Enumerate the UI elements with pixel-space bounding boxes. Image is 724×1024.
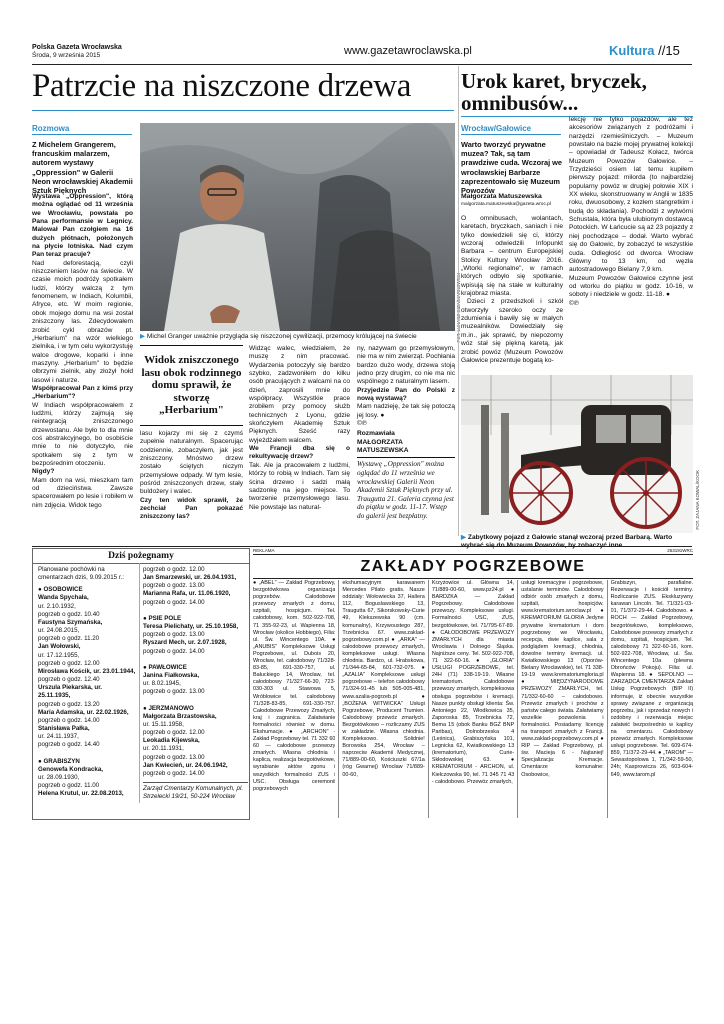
article2-column-2 xyxy=(569,116,693,308)
ad-column: usługi kremacyjne i pogrzebowe, ustalanie terminów. Całodobowy odbiór osób zmarłych z domu, szpitali, hospicjów. www.krematorium.wroclaw.pl ● KREMATORIUM GLORIA Jedyne prywatne krematorium i dom pogrzebowy we Wrocławiu, recepcja, dwie kaplice, sala z podglądem kremacji, chłodnia, dowolne terminy kremacji. ul. Kwiatkowskiego 13 (Oporów-Bielany Wrocławskie), tel. 71 338-19-19 www.krematoriumgloria.pl ● MIĘDZYNARODOWE PRZEWOZY ZMARŁYCH, tel. 71/332-60-60 – całodobowo. Przewóz zmarłych i prochów z państw całego świata. Załatwiamy wszelkie pozwolenia i formalności. Posiadamy licencję na transport zmarłych z Francji. www.zaklad-pogrzebowy.com.pl ● RIP — Zakład Pogrzebowy, pl. św. Macieja 6 - Najtaniej! Specjalizacja: Kremacje. Cmentarze komunalne: Osobowice, xyxy=(521,580,604,778)
author-name: MAŁGORZATA MATUSZEWSKA xyxy=(357,438,409,455)
obituary-line: pogrzeb o godz. 11.20 xyxy=(38,635,100,643)
article2-headline: Urok karet, bryczek, omnibusów... xyxy=(461,69,647,115)
obituaries-title-rule xyxy=(33,563,249,564)
obituary-line xyxy=(143,697,248,705)
obituary-line: pogrzeb o godz. 12.00 xyxy=(143,729,205,737)
obituary-line: pogrzeb o godz. 12.00 xyxy=(38,659,100,667)
column-4-answer: Mam nadzieję, że tak się potoczą jej losy. ● xyxy=(357,403,455,419)
article2-lead: Warto tworzyć prywatne muzea? Tak, są tam prawdziwe cuda. Wczoraj we wrocławskiej Barbarze zaprezentowało się Muzeum Powozów xyxy=(461,140,563,196)
obituary-line: Mirosława Kościk, ur. 23.01.1944, xyxy=(38,667,136,675)
article2-signature: ©℗ xyxy=(569,299,579,307)
interview-answer: Nad deforestacją, czyli niszczeniem lasów na świecie. W czasie moich podróży spotkałem ludzi, którzy walczą z tym fenomenem, w Indiach, Kolumbii, Afryce, etc. W moim regionie, obok mojego domu na wsi został zniszczony las. Zdecydowałem zrobić cykl obrazów pt. „Herbarium" na wzór wielkiego zielnika, i w tym celu wykorzystuję walce drogowe, koparki i inne maszyny. „Herbarium" to będzie olbrzymi zielnik, aby złożył hołd lasowi i naturze. xyxy=(32,259,133,384)
author-label: Rozmawiała xyxy=(357,430,395,438)
obituary-line: Jan Smarzewski, ur. 26.04.1931, xyxy=(143,574,237,582)
obituary-line: Urszula Piekarska, ur. 25.11.1935, xyxy=(38,684,102,700)
interview-answer: W Indiach współpracowałem z ludźmi, którzy zajmują się reintegracją zniszczonego drzewostanu. Ale było to dla mnie coś abstrakcyjnego, bo osobiście mnie to nie dotyczyło, nie spotkałem się z tym w bezpośrednim otoczeniu. xyxy=(32,401,133,467)
masthead-paper-name: Polska Gazeta Wrocławska xyxy=(32,44,122,51)
obituary-line: Ryszard Mech, ur. 2.07.1928, xyxy=(143,639,227,647)
header-rule xyxy=(32,64,692,65)
obituary-line: ur. 8.02.1945, xyxy=(143,680,181,688)
interview-answer: Mam dom na wsi, mieszkam tam od dzieciństwa. Zawsze spacerowałem po lesie i robiłem w nim zdjęcia. Widok tego xyxy=(32,476,133,509)
obituary-line: pogrzeb o godz. 14.00 xyxy=(143,647,205,655)
obituary-line xyxy=(143,607,248,615)
column-4-text: ny, nazywam go przemysłowym, nie ma w nim zwierząt. Pochłania bardzo dużo wody, drzewa stoją jedno przy drugim, co nie ma nic wspólnego z naturalnym lasem. xyxy=(357,345,455,386)
obituary-line: Wanda Spychała, xyxy=(38,594,89,602)
obituaries-box xyxy=(32,548,250,820)
page-number: //15 xyxy=(658,43,680,58)
ad-column-divider xyxy=(517,580,518,818)
ad-label-row xyxy=(253,548,693,553)
column-3-text: Widząc walec, wiedziałem, że muszę z nim pracować. Wydarzenia potoczyły się bardzo szybko, zadzwoniłem do kilku osób pracujących z walcami na co dzień, zaprosili mnie do współpracy. Wszystkie prace zrobiłem przy pomocy służb technicznych z Lyonu, gdzie skończyłem Akademię Sztuk Pięknych. Sześć razy wyjeżdżałem walcem. xyxy=(249,345,350,444)
section-label xyxy=(609,43,680,58)
ad-label: REKLAMA xyxy=(253,548,275,553)
obituary-line: Jan Wołowski, xyxy=(38,643,81,651)
obituary-line: ur. 2.10.1932, xyxy=(38,602,76,610)
cemetery-heading: ● OSOBOWICE xyxy=(38,586,83,594)
obituary-line: Leokadia Kijewska, xyxy=(143,737,200,745)
article1-rubric: Rozmowa xyxy=(32,124,70,133)
article2-column-2-text-b: Muzeum Powozów Gałowice czynne jest od wtorku do piątku w godz. 10-16, w soboty i niedziele w godz. 11-18. ● xyxy=(569,274,693,299)
article2-photo xyxy=(461,375,693,533)
portrait-illustration xyxy=(140,123,455,331)
obituaries-footer: Zarząd Cmentarzy Komunalnych, pl. Strzelecki 19/21, 50-224 Wrocław xyxy=(143,782,248,801)
obituary-line: pogrzeb o godz. 12.00 xyxy=(143,566,205,573)
article2-column-1-text-b: Dzieci z przedszkoli i szkół otworzyły szeroko oczy ze zdumienia i bawiły się w małych muzealników. Dowiedziały się m.in., jak sprawić, by niepozorny wóz stał się piękną karetą, jak zrobić powóz (Muzeum Powozów Gałowice prezentuje bogatą ko- xyxy=(461,298,563,364)
obituary-line: Janina Fiałkowska, xyxy=(143,672,200,680)
article2-email[interactable]: malgorzata.matuszewska@gazeta.wroc.pl xyxy=(461,202,551,207)
ad-column-divider xyxy=(428,580,429,818)
column-2-text: lasu kojarzy mi się z czymś zupełnie naturalnym. Spacerując codziennie, zobaczyłem, jak jest zniszczony. Mnóstwo drzew zostało ściętych niczym przemysłowe odpady. W tym lesie, pośród zniszczonych drzew, stały buldożery i walec. xyxy=(140,430,243,496)
obituary-line: pogrzeb o godz. 14.00 xyxy=(143,769,205,777)
obituary-line: pogrzeb o godz. 14.00 xyxy=(38,716,100,724)
article2-column-2-text: lekcję nie tylko pojazdów, ale też akcesoriów związanych z podróżami i narzędzi rzemieślniczych. – Muzeum powstało na bazie mojej prywatnej kolekcji – opowiadał dr Tadeusz Kołacz, twórca Muzeum Powozów Gałowice. – Trzydzieści osiem lat temu kupiłem pierwszy pojazd: milorda (to najbardziej popularny powóz w drugiej połowie XIX i XX wieku, skonstruowany w Anglii w 1835 roku, dwuosobowy, z kozłem stangretkim i budą do składania). Pochodzi z wytwórni Schustala, która była ulubionym dostawcą Potockich. W Łańcucie są aż 23 pojazdy z niej pochodzące – dodał. Warto wybrać się do Gałowic, by zobaczyć te wszystkie cuda. Odległość od dworca Wrocław Główny to 13 km, od węzła autostradowego Bielany 7,9 km. xyxy=(569,116,693,274)
caption-arrow-icon: ▶ xyxy=(140,333,146,340)
obituaries-divider xyxy=(139,563,140,803)
advertisement xyxy=(253,548,693,820)
caption-arrow-icon-2: ▶ xyxy=(461,534,467,541)
site-url[interactable]: www.gazetawroclawska.pl xyxy=(344,45,472,57)
ad-columns xyxy=(253,580,693,818)
section-name: Kultura xyxy=(609,43,655,58)
carriage-illustration xyxy=(461,375,693,533)
obituary-line: Maria Adamska, ur. 22.02.1926, xyxy=(38,708,129,716)
obituary-line: ur. 24.08.2015, xyxy=(38,627,80,635)
obituary-line: Genowefa Kondracka, xyxy=(38,765,103,773)
obituary-line: ur. 24.11.1937, xyxy=(38,733,79,741)
article1-photo-caption xyxy=(140,333,460,341)
obituaries-intro: Planowane pochówki na cmentarzach dziś, 9.09.2015 r.: xyxy=(38,566,124,582)
obituary-line: pogrzeb o godz. 13.00 xyxy=(143,582,205,590)
exhibition-info: Wystawę „Oppression" można oglądać do 11 września we wrocławskiej Galerii Neon Akademii Sztuk Pięknych przy ul. Traugutta 21. Galeria czynna jest do piątku w godz. 11-17. Wstęp do galerii jest bezpłatny. xyxy=(357,457,455,520)
cemetery-heading: ● JERZMANOWO xyxy=(143,704,194,712)
article1-column-1 xyxy=(32,193,133,529)
obituary-line: ur. 28.09.1930, xyxy=(38,773,80,781)
obituary-line: pogrzeb o godz. 12.40 xyxy=(38,676,100,684)
ad-title-rule xyxy=(253,578,693,579)
caption-text: Michel Granger uważnie przygląda się niszczonej cywilizacji, przemocy królującej na świecie xyxy=(146,333,417,340)
obituaries-left-column xyxy=(38,566,136,798)
obituary-line: Jan Kwiecień, ur. 24.06.1942, xyxy=(143,761,228,769)
ad-column: Krzyżowice ul. Główna 14, 71/889-00-60, www.pz24.pl ● BARDZKA — Zakład Pogrzebowy. Całodobowe przewozy. Kompleksowe usługi. Formalności USC, ZUS, bezgotówkowe, tel. 71/795-67-89. ● CAŁODOBOWE PRZEWOZY ZMARŁYCH dla miasta Wrocławia i Dolnego Śląska. Najniższe ceny. Tel. 502-922-708, 71 322-60-16. ● „GLORIA" USŁUGI POGRZEBOWE, tel. 24H (71) 338-19-19. Własne krematorium. Całodobowe przewozy zmarłych, kompleksowa obsługa pogrzebów i kremacji. Nasze punkty obsługi klienta: Św. Antoniego 22, Włodkowica 35, Zaporoska 85, Trzebnicka 72, Bema 15 (obok Banku BGŻ BNP Paribas), Dolnobrzeska 4 (Leśnica), Grabiszyńska 101, Legnicka 62, Kwiatkowskiego 13 (krematorium), Curie-Skłodowskiej 63. ● KREMATORIUM - ARCHON, ul. Kiełczowska 90, tel. 71 345 71 43 - całodobowo. Przewóz zmarłych, xyxy=(431,580,515,785)
article2-caption-text: Zabytkowy pojazd z Gałowic stanął wczoraj przed Barbarą. Warto xyxy=(467,534,673,541)
obituary-line: ur. 20.11.1931, xyxy=(143,745,184,753)
article2-author: Małgorzata Matuszewska xyxy=(461,193,542,200)
article1-column-2 xyxy=(140,430,243,522)
article2-column-1-text: O omnibusach, wolantach, karetach, bryczkach, saniach i nie tylko dowiedzieli się ci, którzy wczoraj odwiedzili Infopunkt Barbara – centrum Europejskiej Stolicy Kultury Wrocław 2016. „Wtorki regionalne", w ramach których odbyło się spotkanie, wpisują się na stałe w kulturalny krajobraz miasta. xyxy=(461,215,563,298)
obituary-line: Stanisława Pałka, xyxy=(38,724,90,732)
obituary-line: Helena Krutul, ur. 22.08.2013, xyxy=(38,790,124,798)
ad-code: 253191WRC xyxy=(667,548,693,553)
issue-date: Środa, 9 września 2015 xyxy=(32,52,101,59)
obituaries-right-column xyxy=(143,566,248,801)
obituary-line: pogrzeb o godz. 13.20 xyxy=(38,700,100,708)
article1-photo xyxy=(140,123,455,331)
obituary-line: Faustyna Szymańska, xyxy=(38,618,103,626)
column-3-question: We Francji dba się o rekultywację drzew? xyxy=(249,445,350,461)
article1-rule xyxy=(32,110,454,111)
article2-photo-credit: FOT. ZAJANA KOWAL/KOOK xyxy=(695,470,700,530)
obituary-line: ur. 15.11.1958, xyxy=(143,720,184,728)
column-3-answer: Tak. Ale ja pracowałem z ludźmi, którzy to robią w Indiach. Tam się ścina drzewo i sadzi małą sadzonkę na jego miejsce. To tworzenie przemysłowego lasu. Nie powstaje las natural- xyxy=(249,461,350,511)
rubric-underline xyxy=(32,134,132,135)
ad-column-divider xyxy=(338,580,339,818)
bottom-rule xyxy=(32,546,692,547)
ad-column: Grabiszyn, parafialne. Rezerwacje i kościół terminy. Rozliczanie ZUS. Ekskluzywny karawan Lincoln. Tel. 71/321-03-01, 71/372-29-44. Całodobowo. ● ROCH — Zakład Pogrzebowy, bezgotówkowo, kompleksowo, Całodobowe przewozy zmarłych z domu, szpitali, hospicjum. Tel. całodobowy 71 322-60-16, kom. 502-922-708, Wrocław, ul. Św. Wincentego 10a (plewna Obrońców Pokoju). Filia: ul. Wapienna 18. ● SEPOLNO — ZARZĄDCA CMENTARZA Zakład Usług Pogrzebowych (BIP II) informuje, iż obecnie wszystkie sprawy związane z organizacją pogrzebu, jak i sprzedaż nowych i ozdobny i rezerwacja miejsc załatwić bezpośrednio w kaplicy na cmentarzu. Całodobowy przewóz zmarłych. Kompleksowe usługi pogrzebowe. Tel. 609-674-859, 71/372-29-44. ● „TAROM" — Sewastopolowa 1, 71/342-59-50, 24h; Kasprowicza 26, 603-604-649, www.tarom.pl xyxy=(610,580,694,778)
interview-question: Wystawa „Oppression", którą można oglądać od 11 września we Wrocławiu, powstała po Pana performansie w Legnicy. Malował Pan czołgiem na 16 dużych płótnach, położonych na płycie lotniska. Nad czym Pan teraz pracuje? xyxy=(32,193,133,259)
obituary-line: pogrzeb o godz. 13.00 xyxy=(143,688,205,696)
article1-lead: Z Michelem Grangerem, francuskim malarzem, autorem wystawy „Oppression" w Galerii Neon wrocławskiej Akademii Sztuk Pięknych xyxy=(32,140,133,196)
obituary-line: pogrzeb o godz. 14.00 xyxy=(143,598,205,606)
pull-quote: Widok zniszczonego lasu obok rodzinnego domu sprawił, że stworzę „Herbarium" xyxy=(141,354,242,416)
column-2-question: Czy ten widok sprawił, że zechciał Pan pokazać zniszczony las? xyxy=(140,496,243,521)
obituary-line: pogrzeb o godz. 10.40 xyxy=(38,610,100,618)
article1-headline: Patrzcie na niszczone drzewa xyxy=(32,68,412,104)
pull-quote-rule-bottom xyxy=(140,425,243,426)
interview-question: Współpracował Pan z kimś przy „Herbarium"? xyxy=(32,384,133,401)
obituaries-title: Dziś pożegnamy xyxy=(108,551,174,561)
cemetery-heading: ● GRABISZYN xyxy=(38,757,80,765)
obituary-line: pogrzeb o godz. 13.00 xyxy=(143,753,205,761)
article2-rubric: Wrocław/Gałowice xyxy=(461,124,532,133)
column-divider xyxy=(458,66,459,536)
article1-column-3 xyxy=(249,345,350,512)
obituary-line xyxy=(38,749,136,757)
ad-column: ● „ABEL" — Zakład Pogrzebowy, bezgotówkowa organizacja pogrzebów. Całodobowe przewozy zmarłych z domu, szpitali, hospicjum. Tel. całodobowy, kom. 502-922-708, 71 355-92-23, ul. Wapienna 18, Wrocław (okolice Hobbiego), Filia: ul. Św. Wincentego 10A. ● „ANUBIS" Kompleksowe Usługi Pogrzebowe, ul. Dubois 20, Wrocław, tel. całodobowy 71/328-83-85, 691-330-757, ul. Bałuckiego 14, Wrocław, tel. całodobowy 71/327-66-30, 723-030-303 ul. Stawowa 5, Wróblowice tel. całodobowy 71/328-83-85, 691-330-757. Całodobowe Przewozy Zmarłych, kraj i zagranica. Załatwianie formalności również w domu. Ekshumacje. ● „ARCHON" - Zakład Pogrzebowy tel. 71 332 60 60 — całodobowe przewozy zmarłych. Własna chłodnia i kaplica, realizacja bezgotówkowe, wyrabianie aktów zgonu i wszystkich formalności ZUS i USC. Obsługa ceremonii pogrzebowych xyxy=(253,580,336,792)
cemetery-heading: ● PSIE POLE xyxy=(143,614,182,622)
pull-quote-rule-top xyxy=(140,345,243,346)
obituary-line: pogrzeb o godz. 13.00 xyxy=(143,631,205,639)
cemetery-heading: ● PAWŁOWICE xyxy=(143,663,187,671)
ad-title: ZAKŁADY POGRZEBOWE xyxy=(360,558,586,575)
obituary-line: Teresa Pielichaty, ur. 25.10.1958, xyxy=(143,623,239,631)
obituary-line: Marianna Rafa, ur. 11.06.1920, xyxy=(143,590,231,598)
ad-column: ekshumacyjnym karawanem Mercedes Pilato gratis. Nasze oddziały: Wołowiecka 37, Hallera 112, Boguslawskiego 13, Traugutta 67, Sikorskowsky-Curie 49, Klekszewska 90 (cm. komunalny), Krzywoustego 287, Trzebnicka 67. www.zaklad-pogrzebowy.com.pl ● „ARKA" — całodobowe przewozy zmarłych, kompleksowe usługi. Własna chłodnia. Bardzo, ul. Hrabskowa, 71/344-65-84, 601-732-075. ● „AZALIA" Kompleksowe usługi pogrzebowe – telefon całodobowy 71/324-91-45 lub 505-005-481, www.azalia-pogrzeb.pl ● „BOŻENA WITWICKA" Usługi Pogrzebowe, Producent Trumien. Całodobowy przewóz zmarłych. Bezgotówkowo – rozliczamy ZUS w zakładzie. Własna chłodnia. Kompleksowo. Solidnie! Borowska 254, Wrocław – naprzeciw Akademii Medycznej, 71/889-00-60, Kościuszki 67/1a (róg Gwarnej) Wrocław 71/889-00-60, xyxy=(342,580,425,778)
obituary-line: pogrzeb o godz. 14.40 xyxy=(38,741,100,749)
article2-column-1 xyxy=(461,215,563,365)
ad-top-rule xyxy=(253,554,693,555)
article1-column-4 xyxy=(357,345,455,521)
ad-column-divider xyxy=(607,580,608,818)
obituary-line: ur. 17.12.1955, xyxy=(38,651,80,659)
obituary-line: Małgorzata Brzastowska, xyxy=(143,712,217,720)
article2-rubric-underline xyxy=(461,134,561,135)
obituary-line xyxy=(143,656,248,664)
obituary-line: pogrzeb o godz. 11.00 xyxy=(38,782,100,790)
column-4-question: Przyjedzie Pan do Polski z nową wystawą? xyxy=(357,386,455,403)
interview-question: Nigdy? xyxy=(32,468,55,476)
column-4-signature: ©℗ xyxy=(357,420,367,428)
